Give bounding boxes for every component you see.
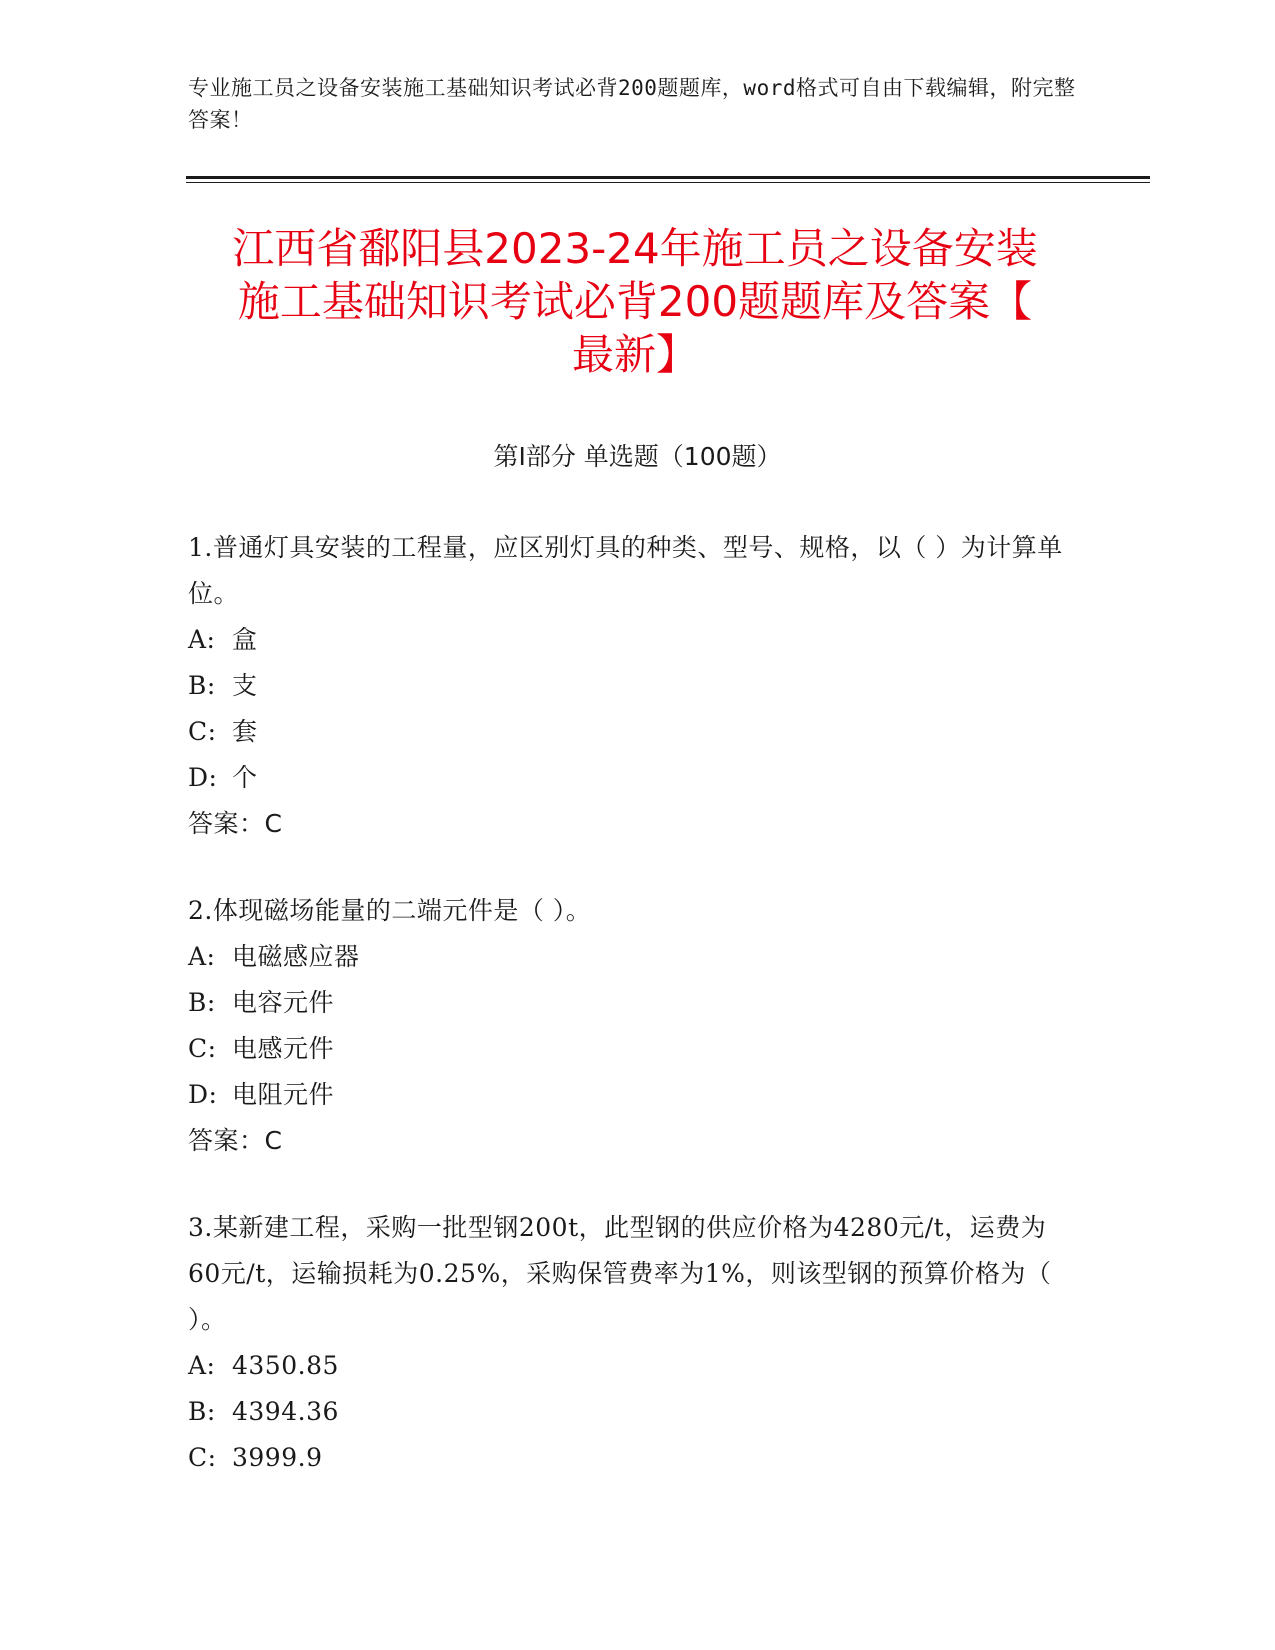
option-text: 个 (232, 763, 258, 792)
option-letter: A: (188, 942, 216, 971)
title-line-2: 施工基础知识考试必背200题题库及答案【 (237, 277, 1033, 326)
option-text: 支 (232, 671, 258, 700)
header-note: 专业施工员之设备安装施工基础知识考试必背200题题库，word格式可自由下载编辑，附完整答案！ (188, 76, 1076, 132)
answer: 答案：C (188, 1126, 283, 1155)
option-text: 3999.9 (232, 1443, 323, 1472)
question-stem: 1.普通灯具安装的工程量，应区别灯具的种类、型号、规格，以（ ）为计算单位。 (188, 533, 1063, 608)
option-a (188, 1343, 1068, 1389)
option-letter: B: (188, 1397, 216, 1426)
question-3 (188, 1205, 1068, 1481)
section-heading: 第I部分 单选题（100题） (493, 442, 782, 471)
option-letter: A: (188, 1351, 216, 1380)
question-stem: 2.体现磁场能量的二端元件是（ ）。 (188, 896, 592, 925)
question-stem: 3.某新建工程，采购一批型钢200t，此型钢的供应价格为4280元/t，运费为60元/t，运输损耗为0.25%，采购保管费率为1%，则该型钢的预算价格为（ ）。 (188, 1213, 1052, 1334)
option-d (188, 755, 1068, 801)
option-a (188, 934, 1068, 980)
option-text: 盒 (232, 625, 258, 654)
option-b (188, 1389, 1068, 1435)
option-text: 4394.36 (232, 1397, 339, 1426)
title-line-3: 最新】 (571, 330, 698, 379)
option-c (188, 1026, 1068, 1072)
option-letter: A: (188, 625, 216, 654)
option-c (188, 709, 1068, 755)
header-divider-thick (186, 176, 1150, 179)
option-letter: D: (188, 1080, 218, 1109)
option-text: 4350.85 (232, 1351, 339, 1380)
option-d (188, 1072, 1068, 1118)
option-c (188, 1435, 1068, 1481)
document-title (180, 222, 1090, 381)
option-letter: B: (188, 671, 216, 700)
header-divider-thin (186, 182, 1150, 183)
option-text: 电感元件 (232, 1034, 335, 1063)
answer: 答案：C (188, 809, 283, 838)
option-b (188, 663, 1068, 709)
option-text: 电磁感应器 (232, 942, 360, 971)
option-text: 套 (232, 717, 258, 746)
question-1 (188, 525, 1068, 847)
option-text: 电阻元件 (232, 1080, 335, 1109)
title-line-1: 江西省鄱阳县2023-24年施工员之设备安装 (232, 224, 1038, 273)
option-letter: C: (188, 1443, 217, 1472)
option-letter: C: (188, 717, 217, 746)
option-a (188, 617, 1068, 663)
option-letter: B: (188, 988, 216, 1017)
option-text: 电容元件 (232, 988, 335, 1017)
option-letter: D: (188, 763, 218, 792)
option-b (188, 980, 1068, 1026)
question-2 (188, 888, 1068, 1164)
option-letter: C: (188, 1034, 217, 1063)
